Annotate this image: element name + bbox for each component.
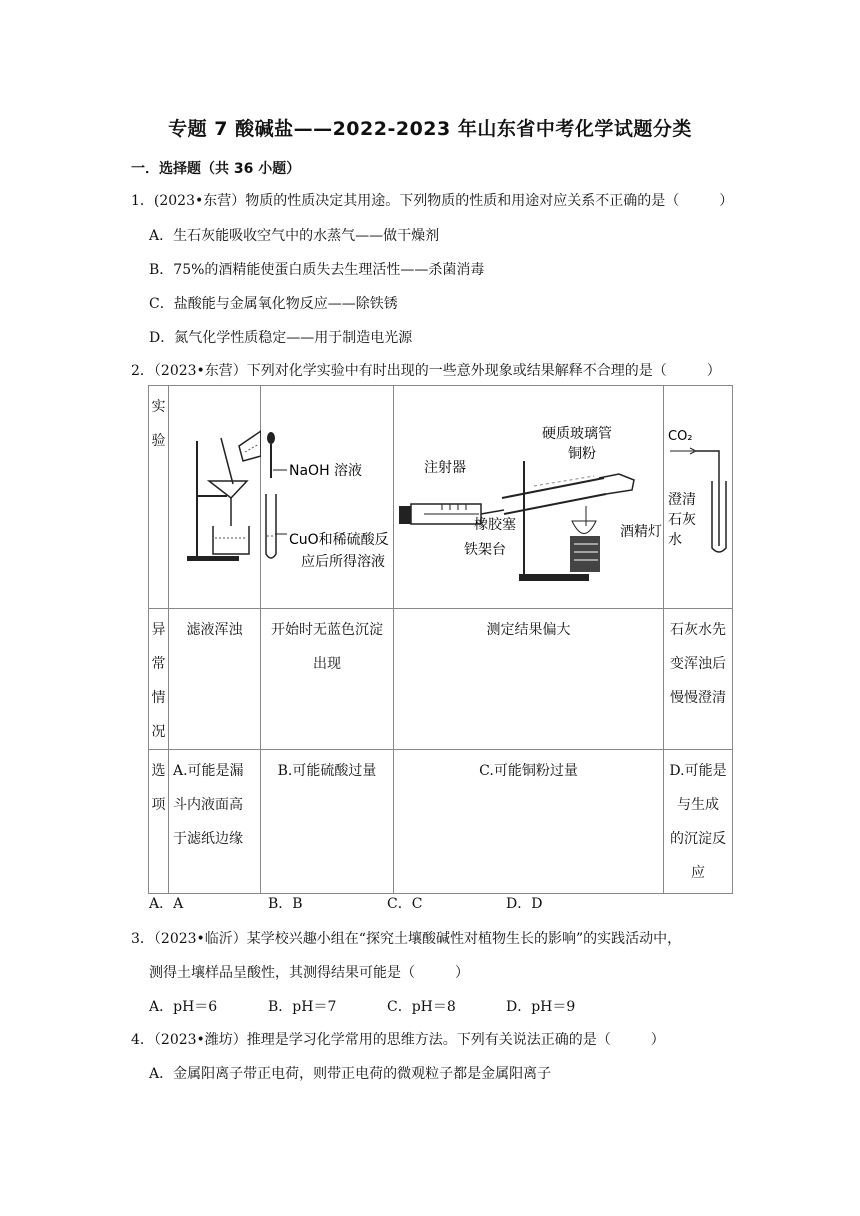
question-1-option-c: C．盐酸能与金属氧化物反应——除铁锈 (149, 296, 398, 312)
copper-oxidation-apparatus-figure (394, 386, 664, 604)
experiment-row (149, 386, 733, 609)
dropper-and-test-tube-figure (261, 386, 394, 604)
label-limewater-3: 水 (668, 532, 682, 548)
section-heading: 一．选择题（共 36 小题） (131, 161, 301, 177)
label-alcohol-lamp: 酒精灯 (620, 524, 662, 540)
abnormal-cell-d: 石灰水先 变浑浊后 慢慢澄清 (664, 609, 733, 750)
question-3-choice-c: C．pH＝8 (387, 999, 456, 1015)
label-limewater-2: 石灰 (668, 512, 696, 528)
option-row (149, 750, 733, 894)
label-rubber-stopper: 橡胶塞 (474, 517, 516, 533)
question-4-option-a: A．金属阳离子带正电荷，则带正电荷的微观粒子都是金属阳离子 (149, 1066, 552, 1082)
row-label-option: 选 项 (149, 750, 169, 894)
question-3-choice-a: A．pH＝6 (149, 999, 218, 1015)
question-2-choice-b: B．B (268, 896, 303, 912)
label-limewater-1: 澄清 (668, 492, 696, 508)
question-3-answers (149, 996, 625, 1016)
label-cuo: CuO和稀硫酸反 (289, 532, 389, 548)
question-3-choice-d: D．pH＝9 (506, 999, 576, 1015)
filtration-apparatus-figure (169, 386, 261, 604)
question-1-option-a: A．生石灰能吸收空气中的水蒸气——做干燥剂 (149, 228, 440, 244)
figure-copper-cell (394, 386, 664, 609)
abnormal-cell-b: 开始时无蓝色沉淀 出现 (261, 609, 394, 750)
question-2-stem: 2．（2023•东营）下列对化学实验中有时出现的一些意外现象或结果解释不合理的是（ ） (131, 363, 721, 379)
label-copper-powder: 铜粉 (568, 446, 596, 462)
question-3-choice-b: B．pH＝7 (268, 999, 337, 1015)
co2-limewater-figure (664, 386, 733, 604)
label-co2: CO₂ (668, 429, 693, 444)
question-2-choice-d: D．D (506, 896, 543, 912)
figure-filtration-cell (169, 386, 261, 609)
figure-limewater-cell (664, 386, 733, 609)
row-label-abnormal: 异 常 情 况 (149, 609, 169, 750)
abnormal-cell-c: 测定结果偏大 (394, 609, 664, 750)
explanation-cell-a: A.可能是漏 斗内液面高 于滤纸边缘 (169, 750, 261, 894)
label-naoh: NaOH 溶液 (289, 463, 363, 479)
document-title: 专题 7 酸碱盐——2022-2023 年山东省中考化学试题分类 (168, 118, 692, 140)
question-1-stem: 1．(2023•东营）物质的性质决定其用途。下列物质的性质和用途对应关系不正确的是（ ） (131, 193, 734, 209)
question-2-choice-a: A．A (149, 896, 184, 912)
abnormal-row (149, 609, 733, 750)
explanation-cell-b: B.可能硫酸过量 (261, 750, 394, 894)
question-1-option-d: D．氮气化学性质稳定——用于制造电光源 (149, 330, 413, 346)
question-3-stem-line-1: 3．（2023•临沂）某学校兴趣小组在“探究土壤酸碱性对植物生长的影响”的实践活动中， (131, 931, 682, 947)
label-syringe: 注射器 (424, 460, 466, 476)
question-4-stem: 4．（2023•潍坊）推理是学习化学常用的思维方法。下列有关说法正确的是（ ） (131, 1032, 665, 1048)
row-label-experiment: 实 验 (149, 386, 169, 609)
explanation-cell-d: D.可能是 与生成 的沉淀反 应 (664, 750, 733, 894)
experiment-table (148, 385, 733, 894)
explanation-cell-c: C.可能铜粉过量 (394, 750, 664, 894)
label-iron-stand: 铁架台 (464, 542, 506, 558)
label-hard-glass-tube: 硬质玻璃管 (542, 426, 612, 442)
question-3-stem-line-2: 测得土壤样品呈酸性，其测得结果可能是（ ） (149, 965, 469, 981)
figure-naoh-cell (261, 386, 394, 609)
question-2-choice-c: C．C (387, 896, 423, 912)
question-2-answers (149, 893, 625, 913)
label-cuo-2: 应后所得溶液 (301, 554, 385, 570)
question-1-option-b: B．75%的酒精能使蛋白质失去生理活性——杀菌消毒 (149, 262, 485, 278)
abnormal-cell-a: 滤液浑浊 (169, 609, 261, 750)
